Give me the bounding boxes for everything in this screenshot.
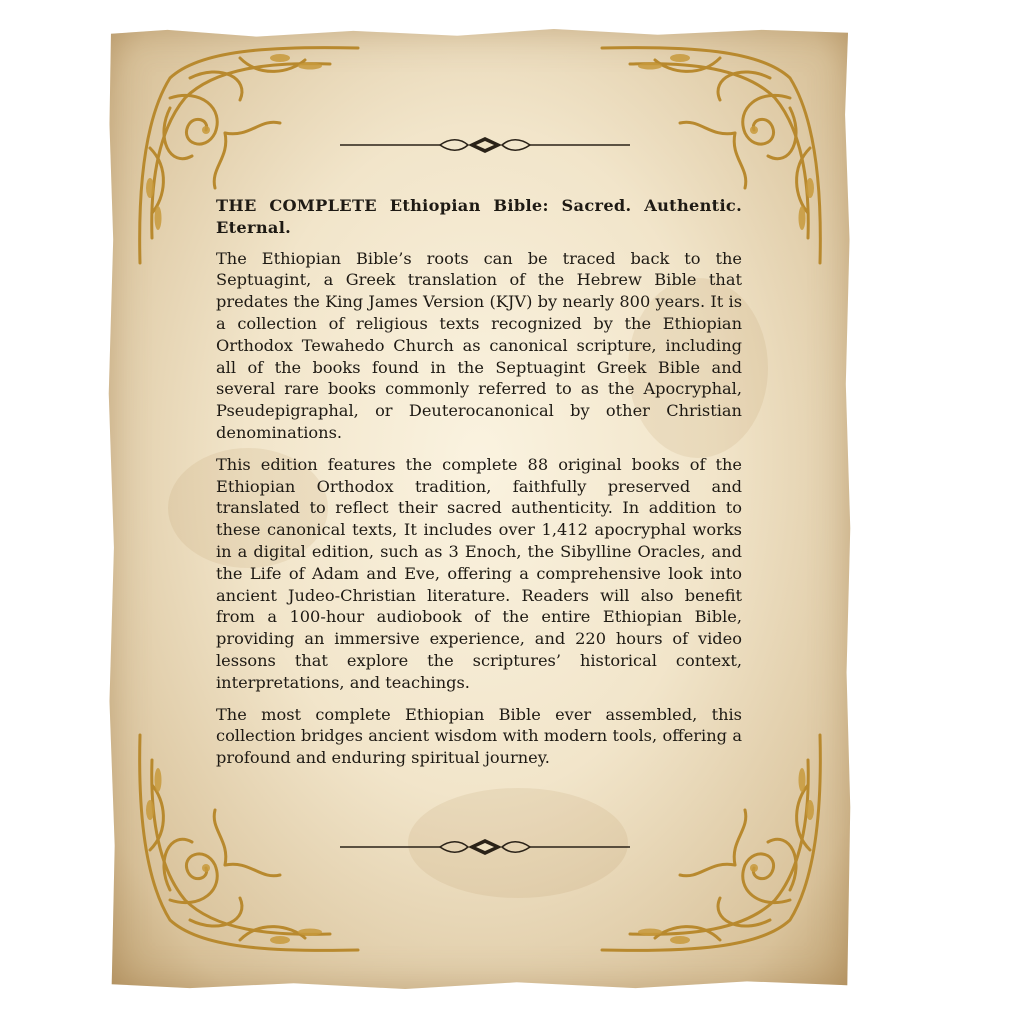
ornamental-divider-icon [340, 837, 630, 857]
paragraph-intro: The Ethiopian Bible’s roots can be traced back to the Septuagint, a Greek translation of the Hebrew Bible that predates the King James Version (KJV) by nearly 800 years. It is a collection of religious texts recognized by the Ethiopian Orthodox Tewahedo Church as canonical scripture, including all of the books found in the Septuagint Greek Bible and several rare books commonly referred to as the Apocryphal, Pseudepigraphal, or Deuterocanonical by other Christian denominations. [216, 248, 742, 442]
ornamental-divider-icon [340, 135, 630, 155]
document-title: THE COMPLETE Ethiopian Bible: Sacred. Authentic. Eternal. [216, 196, 742, 237]
paragraph-edition: This edition features the complete 88 original books of the Ethiopian Orthodox tradition, faithfully preserved and translated to reflect their sacred authenticity. In addition to these canonical texts, It includes over 1,412 apocryphal works in a digital edition, such as 3 Enoch, the Sibylline Oracles, and the Life of Adam and Eve, offering a comprehensive look into ancient Judeo-Christian literature. Readers will also benefit from a 100-hour audiobook of the entire Ethiopian Bible, providing an immersive experience, and 220 hours of video lessons that explore the scriptures’ historical context, interpretations, and teachings. [216, 454, 742, 692]
paragraph-closing: The most complete Ethiopian Bible ever assembled, this collection bridges ancient wisdom with modern tools, offering a profound and enduring spiritual journey. [216, 704, 742, 768]
document-body [216, 195, 742, 779]
